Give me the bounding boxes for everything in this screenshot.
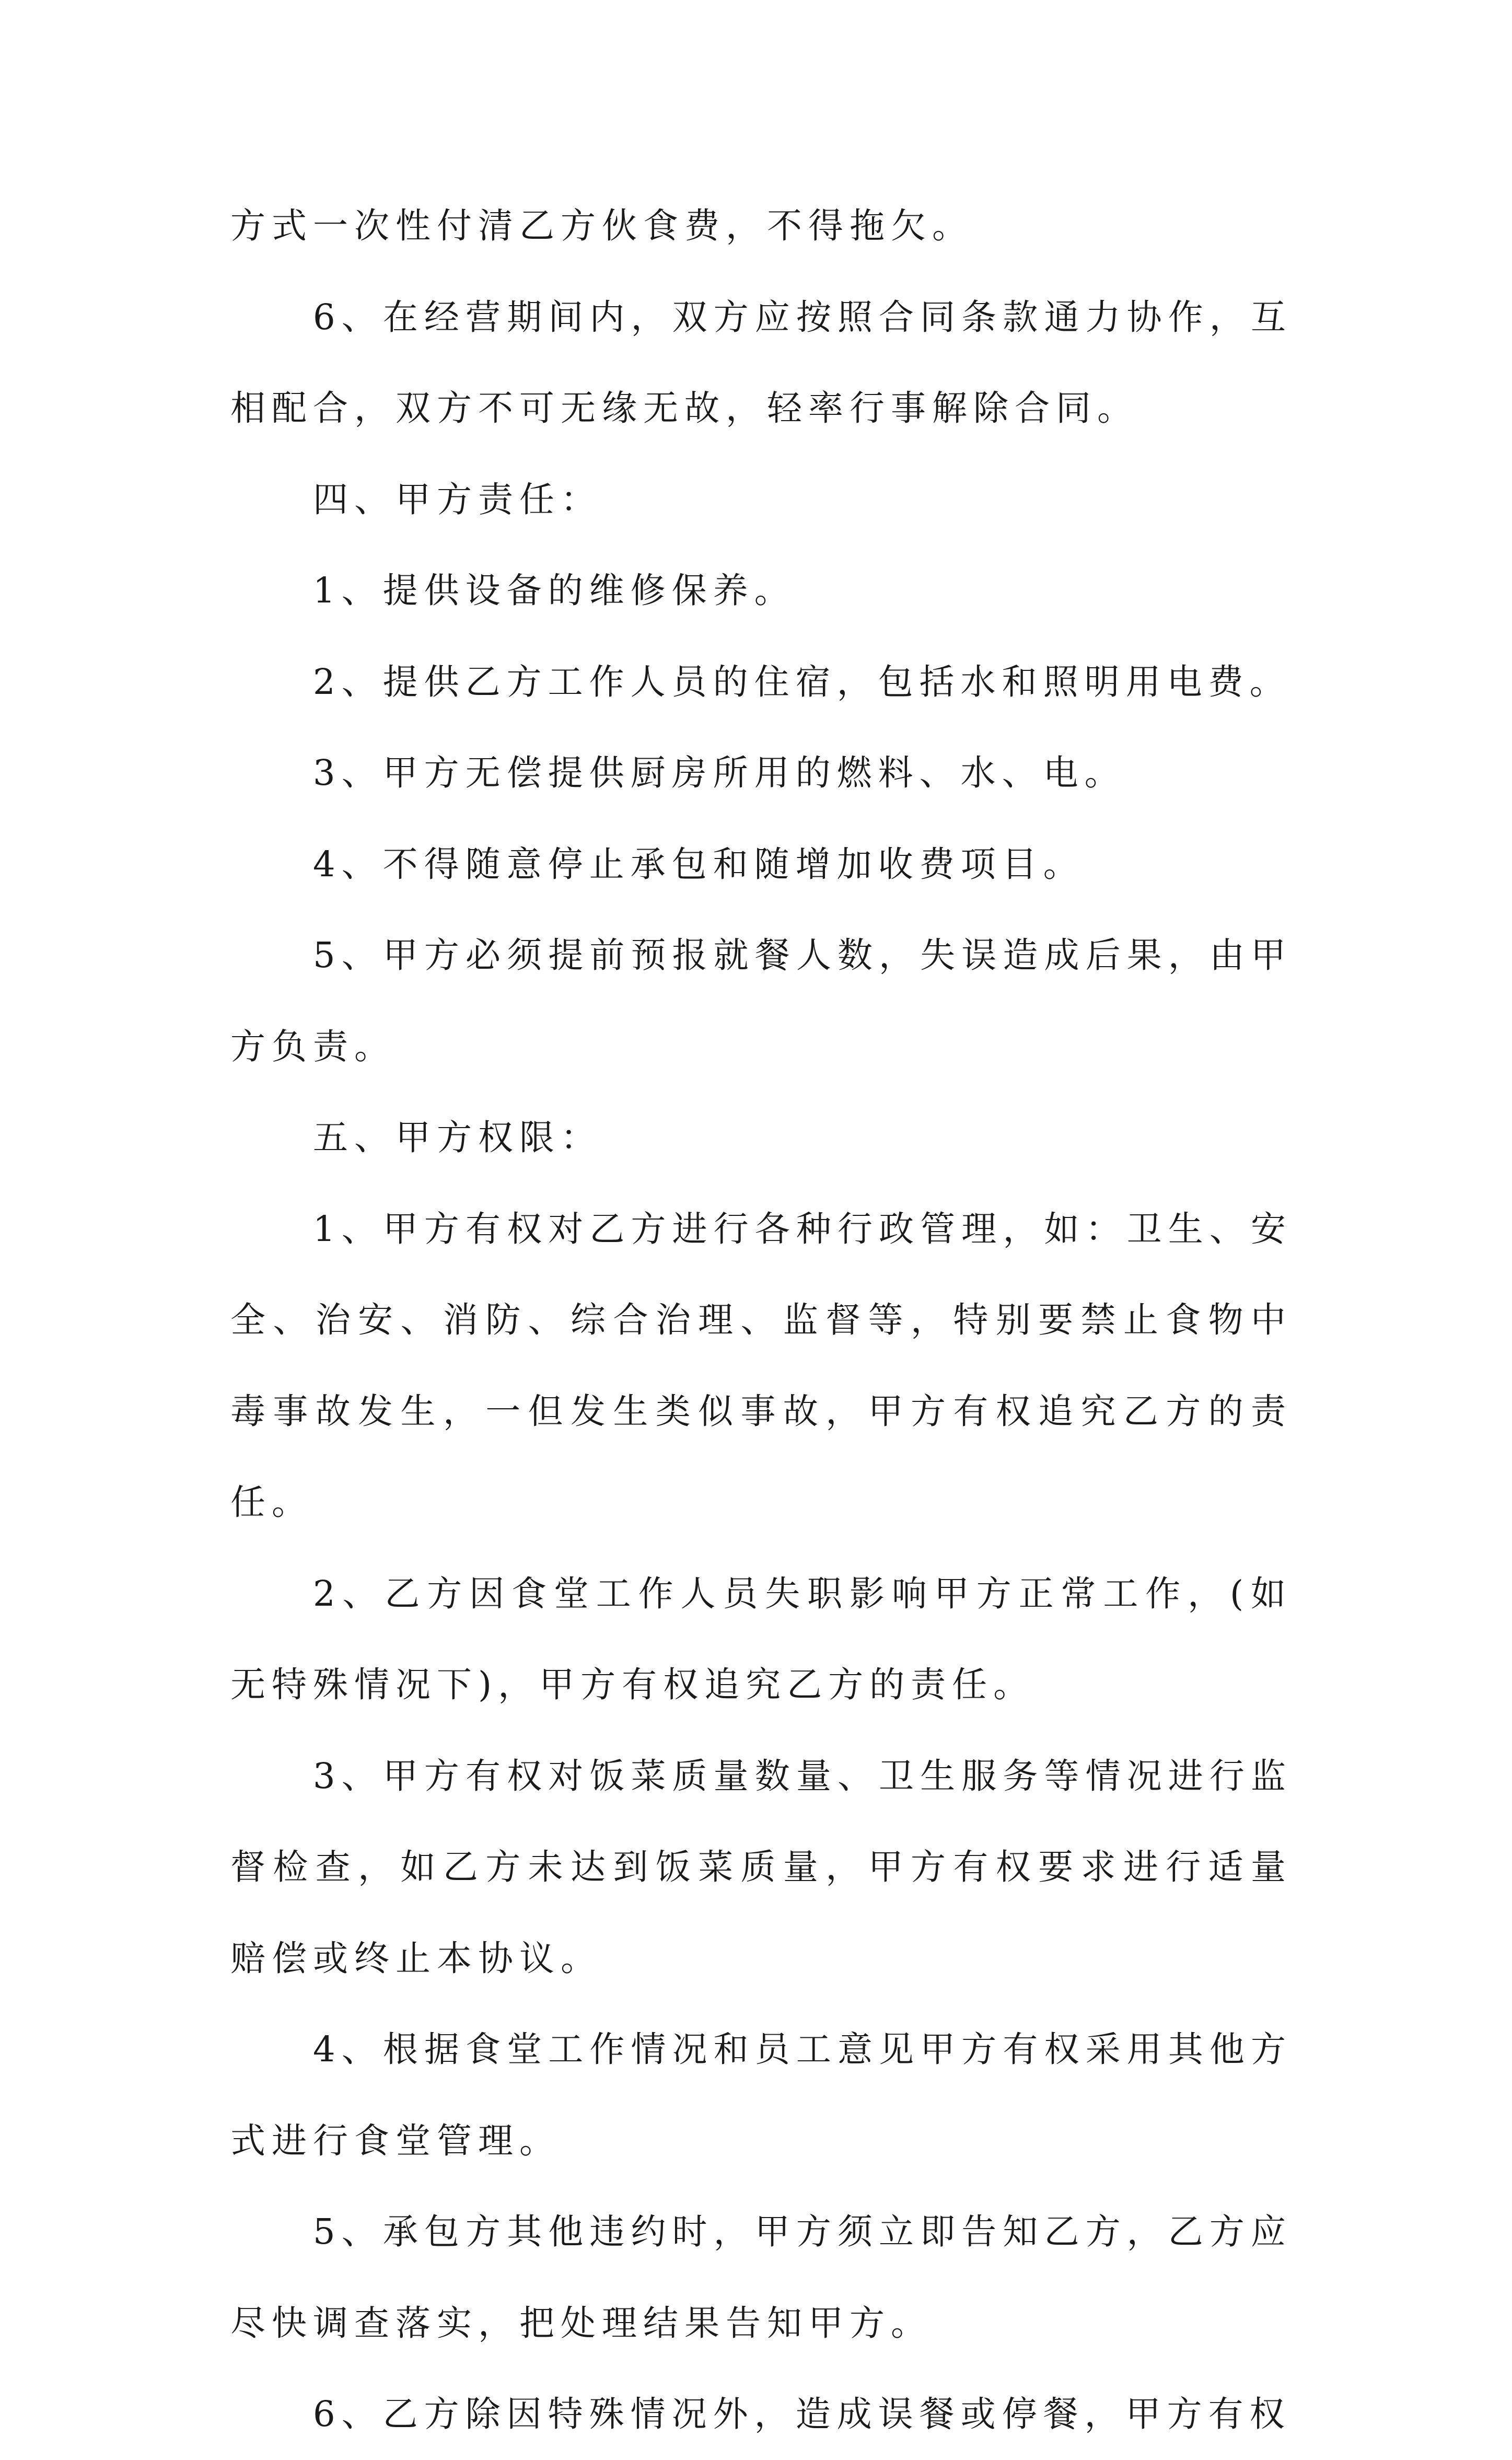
paragraph-1: 方式一次性付清乙方伙食费，不得拖欠。 (230, 205, 973, 246)
paragraph-6: 3、甲方无偿提供厨房所用的燃料、水、电。 (313, 752, 1126, 793)
paragraph-15: 6、乙方除因特殊情况外，造成误餐或停餐，甲方有权 (313, 2394, 1291, 2434)
paragraph-4: 1、提供设备的维修保养。 (313, 570, 796, 611)
section-heading-5: 五、甲方权限： (313, 1117, 602, 1158)
paragraph-2: 6、在经营期间内，双方应按照合同条款通力协作，互相配合，双方不可无缘无故，轻率行事解除合同。 (230, 296, 1292, 428)
paragraph-7: 4、不得随意停止承包和随增加收费项目。 (313, 843, 1085, 885)
paragraph-11: 2、乙方因食堂工作人员失职影响甲方正常工作，(如无特殊情况下)，甲方有权追究乙方的责任。 (230, 1573, 1292, 1705)
document-body (230, 180, 1292, 2460)
section-heading-4: 四、甲方责任： (313, 479, 602, 520)
paragraph-8: 5、甲方必须提前预报就餐人数，失误造成后果，由甲方负责。 (230, 935, 1292, 1067)
paragraph-14: 5、承包方其他违约时，甲方须立即告知乙方，乙方应尽快调查落实，把处理结果告知甲方。 (230, 2211, 1292, 2343)
paragraph-5: 2、提供乙方工作人员的住宿，包括水和照明用电费。 (313, 661, 1291, 702)
paragraph-13: 4、根据食堂工作情况和员工意见甲方有权采用其他方式进行食堂管理。 (230, 2029, 1292, 2161)
paragraph-12: 3、甲方有权对饭菜质量数量、卫生服务等情况进行监督检查，如乙方未达到饭菜质量，甲方有权要求进行适量赔偿或终止本协议。 (230, 1755, 1292, 1979)
paragraph-10: 1、甲方有权对乙方进行各种行政管理，如：卫生、安全、治安、消防、综合治理、监督等，特别要禁止食物中毒事故发生，一但发生类似事故，甲方有权追究乙方的责任。 (230, 1208, 1292, 1523)
